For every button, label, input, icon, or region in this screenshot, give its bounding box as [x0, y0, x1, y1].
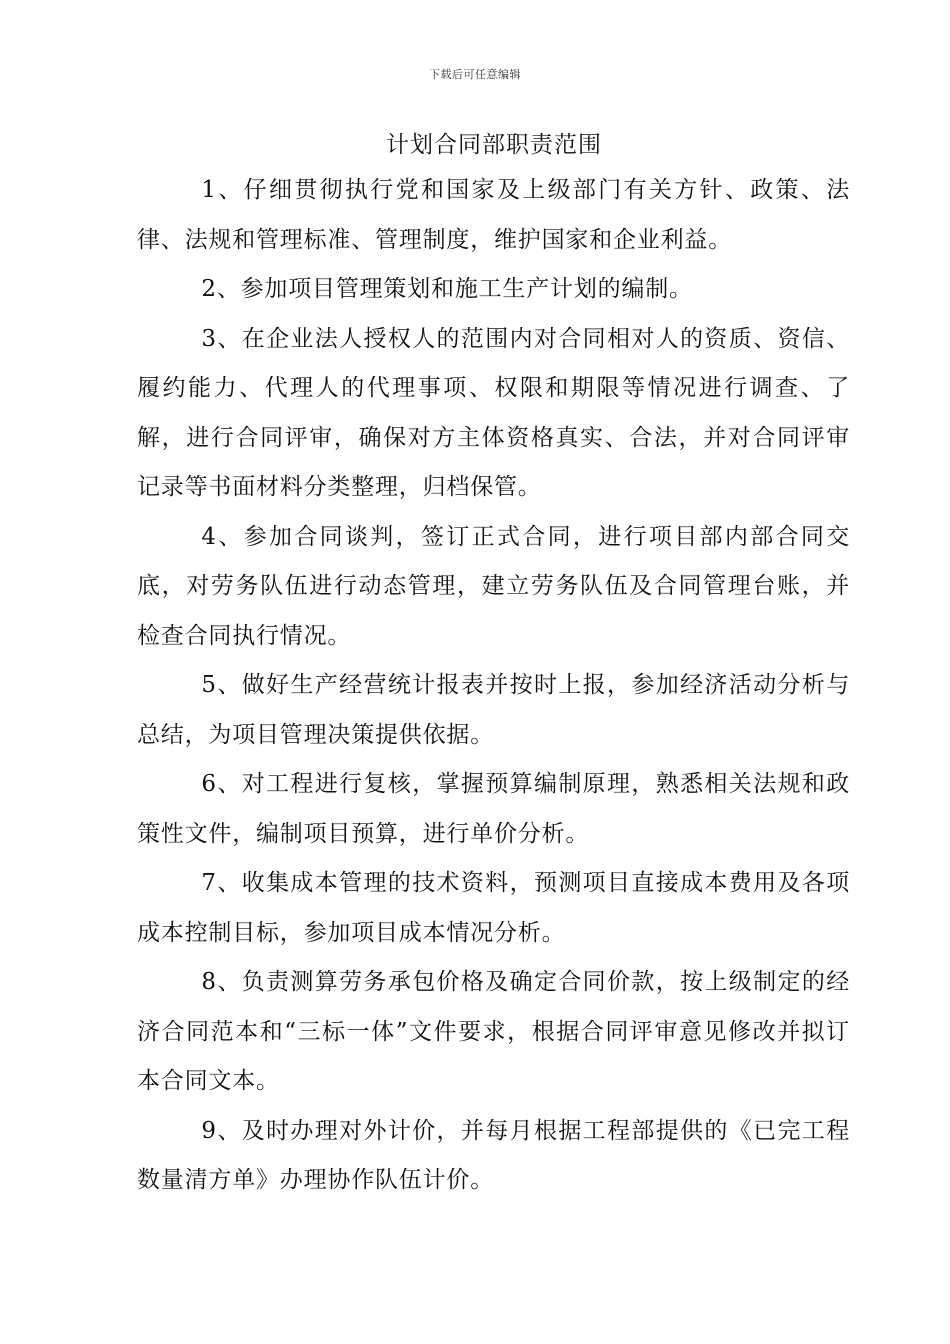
paragraph-1: 1、仔细贯彻执行党和国家及上级部门有关方针、政策、法律、法规和管理标准、管理制度，维护国家和企业利益。: [137, 177, 850, 253]
document-title: 计划合同部职责范围: [386, 132, 602, 158]
header-note: 下载后可任意编辑: [429, 68, 521, 81]
paragraph-8: 8、负责测算劳务承包价格及确定合同价款，按上级制定的经济合同范本和“三标一体”文件要求，根据合同评审意见修改并拟订本合同文本。: [137, 969, 850, 1094]
paragraph-7: 7、收集成本管理的技术资料，预测项目直接成本费用及各项成本控制目标，参加项目成本情况分析。: [137, 870, 850, 946]
paragraph-9: 9、及时办理对外计价，并每月根据工程部提供的《已完工程数量清方单》办理协作队伍计价。: [137, 1117, 850, 1193]
paragraph-3: 3、在企业法人授权人的范围内对合同相对人的资质、资信、履约能力、代理人的代理事项、权限和期限等情况进行调查、了解，进行合同评审，确保对方主体资格真实、合法，并对合同评审记录等书面材料分类整理，归档保管。: [137, 325, 850, 500]
paragraph-4: 4、参加合同谈判，签订正式合同，进行项目部内部合同交底，对劳务队伍进行动态管理，建立劳务队伍及合同管理台账，并检查合同执行情况。: [137, 523, 850, 649]
document-body: [137, 166, 850, 1206]
paragraph-6: 6、对工程进行复核，掌握预算编制原理，熟悉相关法规和政策性文件，编制项目预算，进行单价分析。: [137, 771, 850, 847]
paragraph-2: 2、参加项目管理策划和施工生产计划的编制。: [201, 276, 693, 302]
paragraph-5: 5、做好生产经营统计报表并按时上报，参加经济活动分析与总结，为项目管理决策提供依据。: [137, 672, 850, 748]
